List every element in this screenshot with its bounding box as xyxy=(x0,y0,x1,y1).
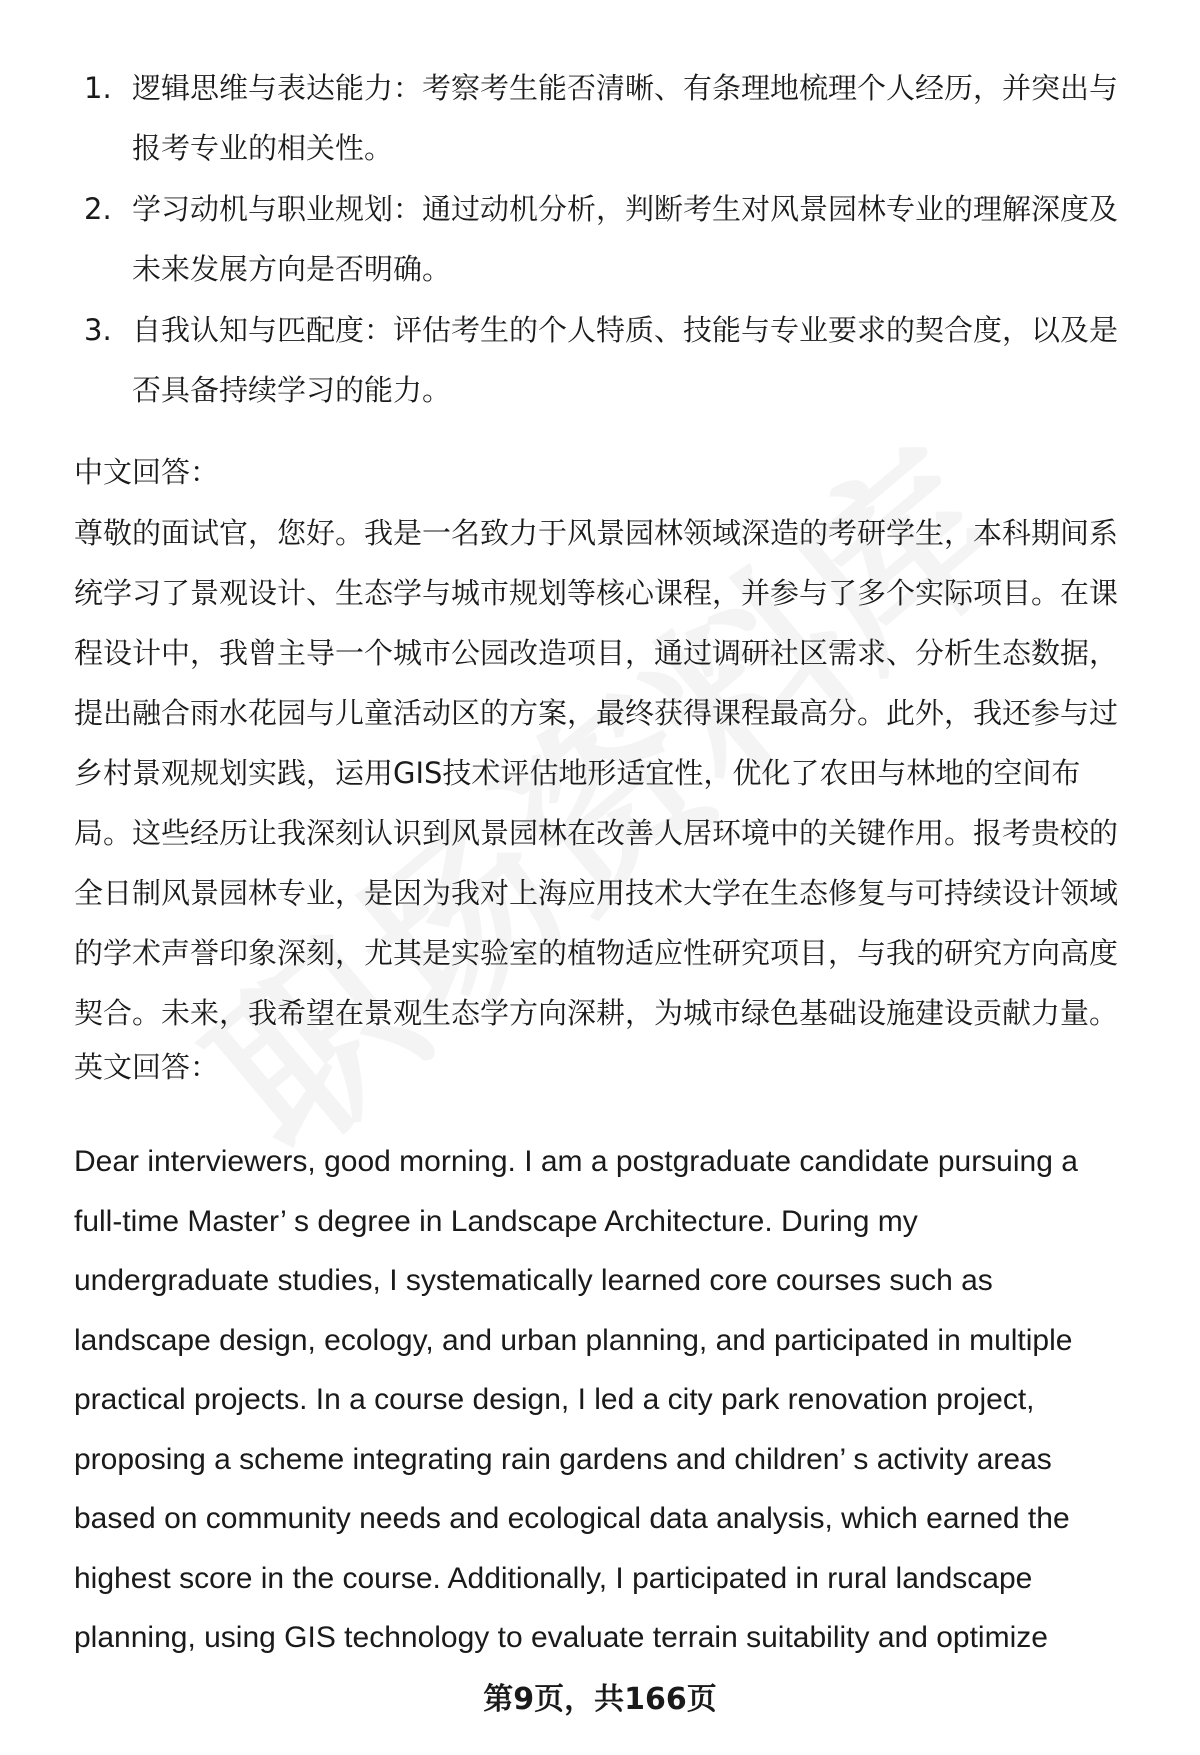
list-item xyxy=(80,300,1140,420)
text-line: landscape design, ecology, and urban planning, and participated in multiple xyxy=(74,1323,1073,1357)
text-line: proposing a scheme integrating rain gardens and children’ s activity areas xyxy=(74,1442,1052,1476)
list-item xyxy=(80,179,1140,299)
text-line: 契合。未来，我希望在景观生态学方向深耕，为城市绿色基础设施建设贡献力量。 xyxy=(74,996,1119,1030)
text-line: practical projects. In a course design, I led a city park renovation project, xyxy=(74,1383,1035,1416)
list-item-number: 1. xyxy=(84,71,112,105)
text-line: undergraduate studies, I systematically learned core courses such as xyxy=(74,1264,993,1297)
text-line: 尊敬的面试官，您好。我是一名致力于风景园林领域深造的考研学生，本科期间系 xyxy=(74,516,1119,550)
text-line: 程设计中，我曾主导一个城市公园改造项目，通过调研社区需求、分析生态数据， xyxy=(74,636,1119,670)
list-item-number: 3. xyxy=(84,313,112,347)
text-line: 局。这些经历让我深刻认识到风景园林在改善人居环境中的关键作用。报考贵校的 xyxy=(74,816,1119,850)
chinese-answer-body xyxy=(74,503,1154,1043)
list-item-text xyxy=(132,58,1140,178)
text-line: 逻辑思维与表达能力：考察考生能否清晰、有条理地梳理个人经历，并突出与 xyxy=(132,71,1119,105)
list-item-text xyxy=(132,300,1140,420)
text-line: 自我认知与匹配度：评估考生的个人特质、技能与专业要求的契合度，以及是 xyxy=(132,313,1119,347)
text-line: 否具备持续学习的能力。 xyxy=(132,373,452,407)
text-line: based on community needs and ecological data analysis, which earned the xyxy=(74,1502,1070,1535)
text-line: 未来发展方向是否明确。 xyxy=(132,252,452,286)
english-answer-heading: 英文回答： xyxy=(74,1050,220,1084)
list-item-text xyxy=(132,179,1140,299)
chinese-answer-heading: 中文回答： xyxy=(74,455,220,489)
text-line: 学习动机与职业规划：通过动机分析，判断考生对风景园林专业的理解深度及 xyxy=(132,192,1119,226)
text-line: full-time Master’ s degree in Landscape Architecture. During my xyxy=(74,1204,918,1238)
text-line: 提出融合雨水花园与儿童活动区的方案，最终获得课程最高分。此外，我还参与过 xyxy=(74,696,1119,730)
english-answer-body xyxy=(74,1132,1154,1668)
list-item xyxy=(80,58,1140,178)
list-item-number: 2. xyxy=(84,192,112,226)
text-line: 报考专业的相关性。 xyxy=(132,131,394,165)
text-line: planning, using GIS technology to evaluate terrain suitability and optimize xyxy=(74,1621,1048,1654)
page-number-footer: 第9页，共166页 xyxy=(483,1682,717,1717)
text-line: 的学术声誉印象深刻，尤其是实验室的植物适应性研究项目，与我的研究方向高度 xyxy=(74,936,1119,970)
text-line: highest score in the course. Additionally, I participated in rural landscape xyxy=(74,1561,1033,1595)
text-line: 统学习了景观设计、生态学与城市规划等核心课程，并参与了多个实际项目。在课 xyxy=(74,576,1119,610)
text-line: Dear interviewers, good morning. I am a postgraduate candidate pursuing a xyxy=(74,1145,1078,1178)
text-line: 全日制风景园林专业，是因为我对上海应用技术大学在生态修复与可持续设计领域 xyxy=(74,876,1119,910)
text-line: 乡村景观规划实践，运用GIS技术评估地形适宜性，优化了农田与林地的空间布 xyxy=(74,756,1081,790)
evaluation-criteria-list xyxy=(80,58,1140,420)
